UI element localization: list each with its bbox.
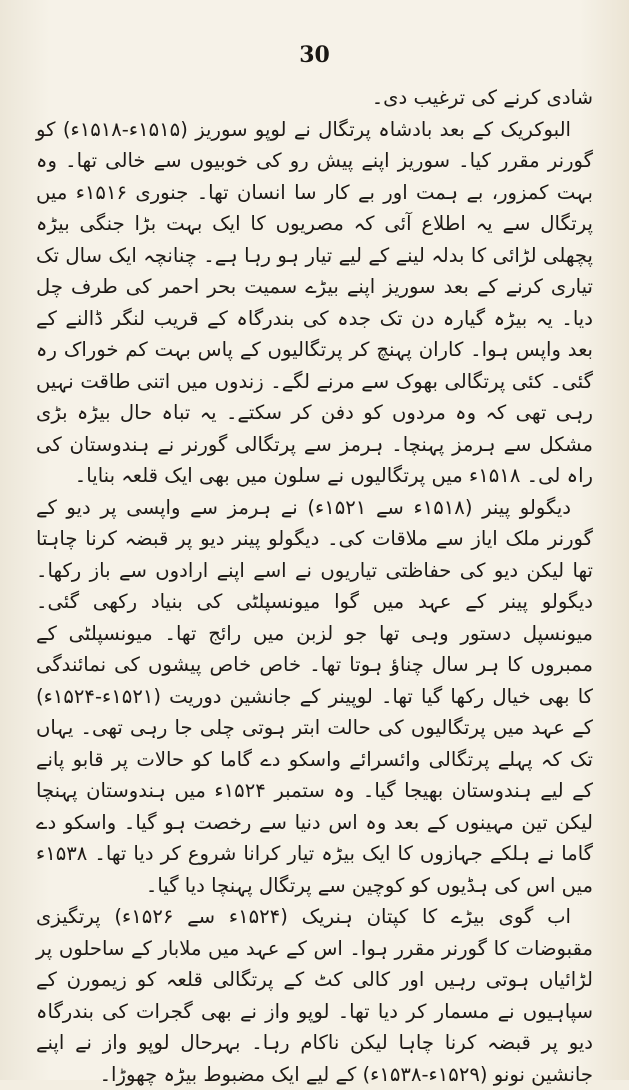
- paragraph-1: شادی کرنے کی ترغیب دی۔: [371, 86, 593, 109]
- page-number: 30: [299, 42, 330, 68]
- paragraph-4: اب گوی بیڑے کا کپتان ہنریک (۱۵۲۴ء سے ۱۵۲۶ء) پرتگیزی مقبوضات کا گورنر مقرر ہوا۔ اس کے عہد میں ملابار کے ساحلوں پر لڑائیاں ہوتی رہیں اور کالی کٹ کے پرتگالی قلعہ کو زیمورن کے سپاہیوں نے مسمار کر دیا تھا۔ لوپو واز نے بھی گجرات کی بندرگاہ دیو پر قبضہ کرنا چاہا لیکن ناکام رہا۔ بہرحال لوپو واز نے اپنے جانشین نونو (۱۵۲۹ء-۱۵۳۸ء) کے لیے ایک مضبوط بیڑہ چھوڑا۔: [36, 905, 593, 1086]
- page-body: [36, 82, 593, 1090]
- paragraph-3: دیگولو پینر (۱۵۱۸ء سے ۱۵۲۱ء) نے ہرمز سے واپسی پر دیو کے گورنر ملک ایاز سے ملاقات کی۔ دیگولو پینر دیو پر قبضہ کرنا چاہتا تھا لیکن دیو کی حفاظتی تیاریوں نے اسے اپنے ارادوں سے باز رکھا۔ دیگولو پینر کے عہد میں گوا میونسپلٹی کی بنیاد رکھی گئی۔ میونسپل دستور وہی تھا جو لزبن میں رائج تھا۔ میونسپلٹی کے ممبروں کا ہر سال چناؤ ہوتا تھا۔ خاص خاص پیشوں کی نمائندگی کا بھی خیال رکھا گیا تھا۔ لوپینر کے جانشین دوریت (۱۵۲۱ء-۱۵۲۴ء) کے عہد میں پرتگالیوں کی حالت ابتر ہوتی چلی جا رہی تھی۔ یہاں تک کہ پہلے پرتگالی وائسرائے واسکو دے گاما کو حالات پر قابو پانے کے لیے ہندوستان بھیجا گیا۔ وہ ستمبر ۱۵۲۴ء میں ہندوستان پہنچا لیکن تین مہینوں کے بعد وہ اس دنیا سے رخصت ہو گیا۔ واسکو دے گاما نے ہلکے جہازوں کا ایک بیڑہ تیار کرانا شروع کر دیا تھا۔ ۱۵۳۸ء میں اس کی ہڈیوں کو کوچین سے پرتگال پہنچا دیا گیا۔: [36, 495, 593, 897]
- paragraph-2: البوکریک کے بعد بادشاہ پرتگال نے لوپو سوریز (۱۵۱۵ء-۱۵۱۸ء) کو گورنر مقرر کیا۔ سوریز اپنے پیش رو کی خوبیوں سے خالی تھا۔ وہ بہت کمزور، بے ہمت اور بے کار سا انسان تھا۔ جنوری ۱۵۱۶ء میں پرتگال سے یہ اطلاع آئی کہ مصریوں کا ایک بہت بڑا جنگی بیڑہ پچھلی لڑائی کا بدلہ لینے کے لیے تیار ہو رہا ہے۔ چنانچہ ایک سال تک تیاری کرنے کے بعد سوریز اپنے بیڑے سمیت بحر احمر کی طرف چل دیا۔ یہ بیڑہ گیارہ دن تک جدہ کی بندرگاہ کے قریب لنگر ڈالنے کے بعد واپس ہوا۔ کاران پہنچ کر پرتگالیوں کے پاس بہت کم خوراک رہ گئی۔ کئی پرتگالی بھوک سے مرنے لگے۔ زندوں میں اتنی طاقت نہیں رہی تھی کہ وہ مردوں کو دفن کر سکتے۔ یہ تباہ حال بیڑہ بڑی مشکل سے ہرمز پہنچا۔ ہرمز سے پرتگالی گورنر نے ہندوستان کی راہ لی۔ ۱۵۱۸ء میں پرتگالیوں نے سلون میں بھی ایک قلعہ بنایا۔: [36, 117, 593, 487]
